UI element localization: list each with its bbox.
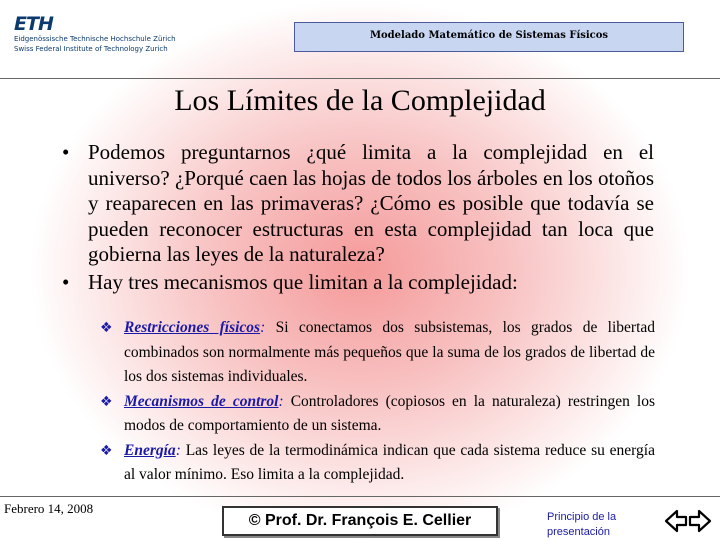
bullet-list <box>62 140 654 295</box>
eth-logo-line-2: Swiss Federal Institute of Technology Zurich <box>14 45 168 53</box>
sub-bullet-term: Restricciones físicos <box>124 319 261 336</box>
eth-logo-mark: ETH <box>14 13 53 35</box>
header-divider <box>0 78 720 79</box>
bullet-item <box>62 270 654 296</box>
start-of-presentation-link[interactable]: Principio de la presentación <box>547 511 617 538</box>
diamond-bullet-icon: ❖ <box>100 393 113 410</box>
eth-logo <box>14 14 204 64</box>
course-title: Modelado Matemático de Sistemas Físicos <box>369 29 609 41</box>
sub-bullet-text: Las leyes de la termodinámica indican que cada sistema reduce su energía al valor mínimo. Eso limita a la complejidad. <box>124 441 655 483</box>
sub-bullet-list <box>100 316 655 488</box>
diamond-bullet-icon: ❖ <box>100 442 113 459</box>
sub-bullet-item: ❖ Mecanismos de control: Controladores (copiosos en la naturaleza) restringen los modos de comportamiento de un sistema. <box>100 390 655 439</box>
diamond-bullet-icon: ❖ <box>100 320 113 336</box>
copyright-text: © Prof. Dr. François E. Cellier <box>248 512 472 529</box>
sub-bullet-term: Energía <box>124 441 176 459</box>
bullet-dot-icon: • <box>62 269 70 294</box>
eth-logo-line-1: Eidgenössische Technische Hochschule Zürich <box>14 35 176 43</box>
sub-bullet-item: ❖ Restricciones físicos: Si conectamos dos subsistemas, los grados de libertad combinados son normalmente más pequeños que la suma de los grados de libertad de los dos sistemas individuales. <box>100 316 655 390</box>
double-arrow-left-right-icon[interactable] <box>664 508 712 534</box>
bullet-dot-icon: • <box>62 140 70 164</box>
bullet-text: Hay tres mecanismos que limitan a la complejidad: <box>88 269 518 294</box>
sub-bullet-text: Si conectamos dos subsistemas, los grados de libertad combinados son normalmente más pequeños que la suma de los grados de libertad de los dos sistemas individuales. <box>124 319 656 385</box>
sub-bullet-text: Controladores (copiosos en la naturaleza) restringen los modos de comportamiento de un sistema. <box>124 392 655 434</box>
bullet-text: Podemos preguntarnos ¿qué limita a la complejidad en el universo? ¿Porqué caen las hojas de todos los árboles en los otoños y reaparecen en las primaveras? ¿Cómo es posible que todavía se pueden reconocer estructuras en esta complejidad tan loca que gobierna las leyes de la naturaleza? <box>88 140 654 266</box>
slide-date: Febrero 14, 2008 <box>4 501 94 516</box>
copyright-box <box>222 506 498 536</box>
sub-bullet-item: ❖ Energía: Las leyes de la termodinámica indican que cada sistema reduce su energía al valor mínimo. Eso limita a la complejidad. <box>100 439 655 488</box>
course-header <box>294 22 684 52</box>
slide-title: Los Límites de la Complejidad <box>174 84 546 117</box>
sub-bullet-term: Mecanismos de control <box>124 392 279 410</box>
footer-divider <box>0 496 720 497</box>
bullet-item <box>62 140 654 268</box>
